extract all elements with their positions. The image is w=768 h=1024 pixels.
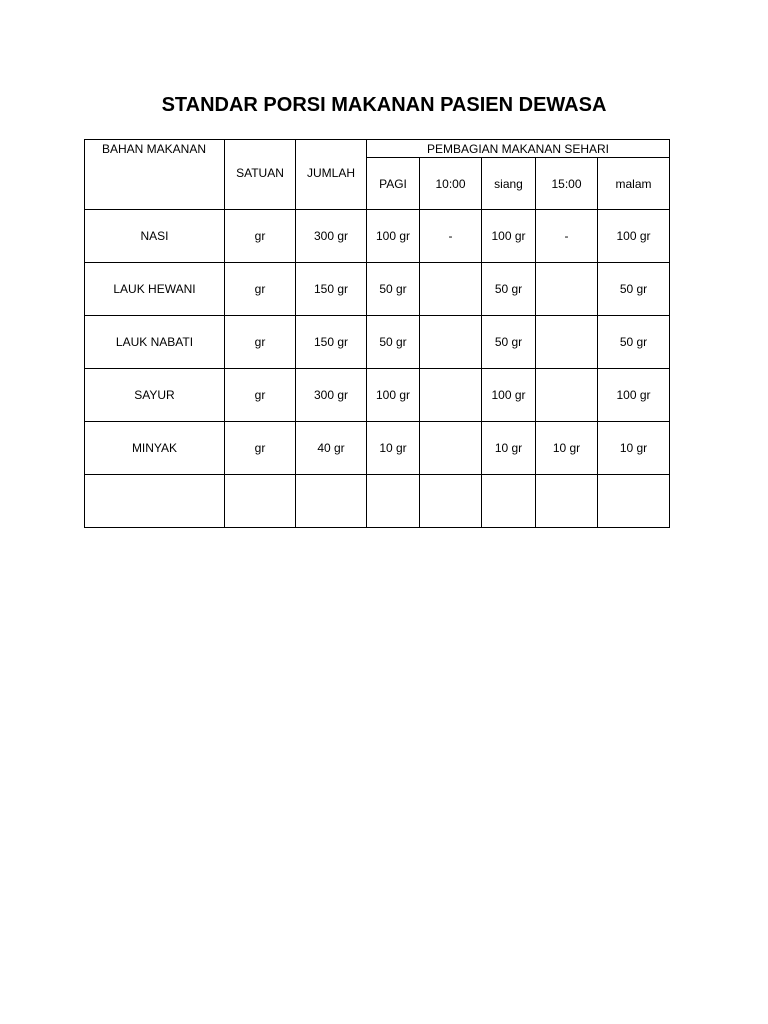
cell-pagi: 100 gr xyxy=(367,369,420,422)
portion-table xyxy=(84,139,670,528)
cell-siang: 50 gr xyxy=(482,263,536,316)
cell-satuan xyxy=(225,475,296,528)
cell-siang: 100 gr xyxy=(482,210,536,263)
cell-pagi: 10 gr xyxy=(367,422,420,475)
header-time-1500: 15:00 xyxy=(536,158,598,210)
cell-malam: 50 gr xyxy=(598,263,670,316)
cell-jumlah: 300 gr xyxy=(296,369,367,422)
cell-pagi xyxy=(367,475,420,528)
cell-bahan: MINYAK xyxy=(85,422,225,475)
cell-jumlah: 300 gr xyxy=(296,210,367,263)
table-row-sayur xyxy=(85,369,670,422)
cell-pagi: 50 gr xyxy=(367,263,420,316)
header-time-1000: 10:00 xyxy=(420,158,482,210)
cell-pagi: 50 gr xyxy=(367,316,420,369)
cell-siang: 50 gr xyxy=(482,316,536,369)
cell-siang: 100 gr xyxy=(482,369,536,422)
cell-satuan: gr xyxy=(225,316,296,369)
cell-satuan: gr xyxy=(225,263,296,316)
cell-1500 xyxy=(536,316,598,369)
cell-malam: 100 gr xyxy=(598,369,670,422)
cell-satuan: gr xyxy=(225,422,296,475)
header-time-malam: malam xyxy=(598,158,670,210)
table-row-lauk-nabati xyxy=(85,316,670,369)
cell-siang xyxy=(482,475,536,528)
cell-satuan: gr xyxy=(225,210,296,263)
cell-1000 xyxy=(420,475,482,528)
cell-malam: 100 gr xyxy=(598,210,670,263)
page-title: STANDAR PORSI MAKANAN PASIEN DEWASA xyxy=(161,94,607,116)
cell-jumlah: 150 gr xyxy=(296,316,367,369)
header-satuan: SATUAN xyxy=(225,140,296,210)
cell-bahan xyxy=(85,475,225,528)
header-time-pagi: PAGI xyxy=(367,158,420,210)
cell-1000 xyxy=(420,369,482,422)
cell-bahan: LAUK NABATI xyxy=(85,316,225,369)
table-row-minyak xyxy=(85,422,670,475)
cell-1500: 10 gr xyxy=(536,422,598,475)
cell-1500 xyxy=(536,475,598,528)
table-row-empty xyxy=(85,475,670,528)
cell-bahan: SAYUR xyxy=(85,369,225,422)
header-time-siang: siang xyxy=(482,158,536,210)
header-pembagian-makanan-sehari: PEMBAGIAN MAKANAN SEHARI xyxy=(367,140,670,158)
cell-malam: 50 gr xyxy=(598,316,670,369)
cell-jumlah xyxy=(296,475,367,528)
header-bahan-makanan: BAHAN MAKANAN xyxy=(85,140,225,210)
cell-1500 xyxy=(536,369,598,422)
cell-1000 xyxy=(420,263,482,316)
table-row-nasi xyxy=(85,210,670,263)
cell-jumlah: 40 gr xyxy=(296,422,367,475)
header-jumlah: JUMLAH xyxy=(296,140,367,210)
cell-1000: - xyxy=(420,210,482,263)
cell-malam xyxy=(598,475,670,528)
cell-1000 xyxy=(420,316,482,369)
cell-malam: 10 gr xyxy=(598,422,670,475)
cell-pagi: 100 gr xyxy=(367,210,420,263)
cell-siang: 10 gr xyxy=(482,422,536,475)
cell-jumlah: 150 gr xyxy=(296,263,367,316)
cell-1500: - xyxy=(536,210,598,263)
cell-bahan: LAUK HEWANI xyxy=(85,263,225,316)
cell-1000 xyxy=(420,422,482,475)
cell-1500 xyxy=(536,263,598,316)
header-row-top xyxy=(85,140,670,158)
table-row-lauk-hewani xyxy=(85,263,670,316)
cell-bahan: NASI xyxy=(85,210,225,263)
cell-satuan: gr xyxy=(225,369,296,422)
